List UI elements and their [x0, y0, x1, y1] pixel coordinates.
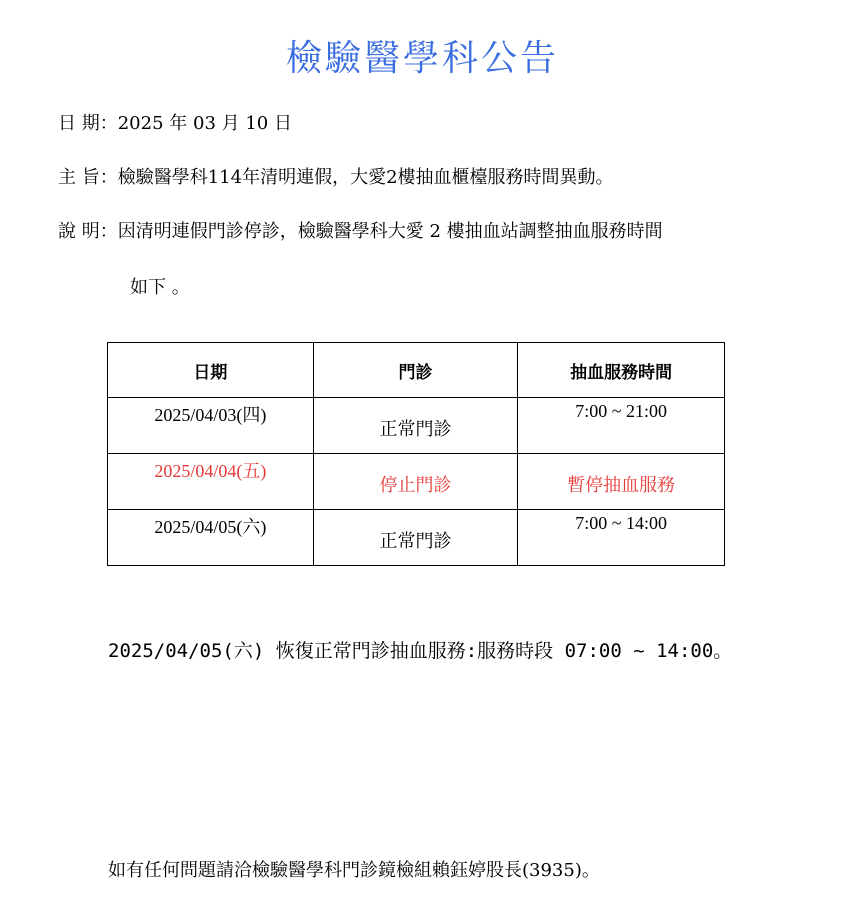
- cell-date: 2025/04/03(四): [108, 398, 314, 454]
- table-row: [108, 454, 725, 510]
- cell-hours: 7:00 ~ 14:00: [518, 510, 725, 566]
- table-header-row: [108, 343, 725, 398]
- cell-clinic: 正常門診: [313, 398, 518, 454]
- schedule-table: [107, 342, 725, 566]
- table-row: [108, 510, 725, 566]
- description-continuation: 如下 。: [130, 277, 190, 298]
- restore-notice: 2025/04/05(六) 恢復正常門診抽血服務:服務時段 07:00 ~ 14:00。: [108, 640, 733, 662]
- subject-value: 檢驗醫學科114年清明連假，大愛2樓抽血櫃檯服務時間異動。: [117, 167, 614, 188]
- cell-date: 2025/04/04(五): [108, 454, 314, 510]
- cell-hours: 暫停抽血服務: [518, 454, 725, 510]
- header-hours: 抽血服務時間: [518, 343, 725, 398]
- cell-clinic: 停止門診: [313, 454, 518, 510]
- cell-clinic: 正常門診: [313, 510, 518, 566]
- subject-label: 主 旨：: [58, 167, 118, 188]
- date-label: 日 期：: [58, 113, 118, 134]
- description-text: 因清明連假門診停診，檢驗醫學科大愛 2 樓抽血站調整抽血服務時間: [117, 221, 663, 242]
- contact-info: 如有任何問題請洽檢驗醫學科門診鏡檢組賴鈺婷股長(3935)。: [108, 860, 600, 881]
- cell-hours: 7:00 ~ 21:00: [518, 398, 725, 454]
- cell-date: 2025/04/05(六): [108, 510, 314, 566]
- subject-line: [58, 166, 614, 190]
- header-clinic: 門診: [313, 343, 518, 398]
- announcement-title: 檢驗醫學科公告: [285, 38, 559, 79]
- date-value: 2025 年 03 月 10 日: [117, 113, 292, 134]
- date-line: [58, 112, 292, 136]
- table-row: [108, 398, 725, 454]
- description-line: [58, 220, 663, 244]
- description-label: 說 明：: [58, 221, 118, 242]
- header-date: 日期: [108, 343, 314, 398]
